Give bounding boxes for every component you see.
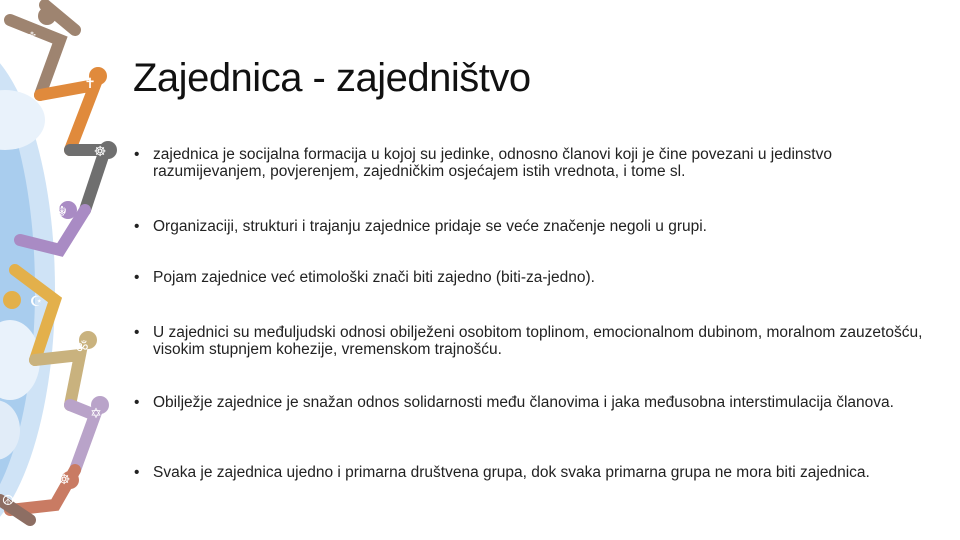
star-of-david-icon: ✡	[90, 406, 102, 422]
bullet-text: Pojam zajednice već etimološki znači biti zajedno (biti-za-jedno).	[153, 269, 595, 286]
bullet-item	[134, 394, 934, 411]
bullet-dot: •	[134, 146, 140, 163]
om-icon: ॐ	[75, 340, 89, 356]
dharma-wheel-icon: ☸	[93, 144, 107, 160]
wheel-icon: ☸	[57, 472, 71, 488]
bullet-dot: •	[134, 218, 140, 235]
bullet-text: Obilježje zajednice je snažan odnos solidarnosti među članovima i jaka međusobna interstimulacija članova.	[153, 394, 894, 411]
bullet-text: U zajednici su međuljudski odnosi obilježeni osobitom toplinom, emocionalnom dubinom, moralnom zauzetošću, visokim stupnjem kohezije, vremenskom trajnošću.	[153, 324, 923, 358]
bullet-item	[134, 269, 934, 286]
slide-title: Zajednica - zajedništvo	[133, 56, 531, 100]
peace-icon: ☮	[1, 493, 15, 509]
bullet-item	[134, 218, 934, 235]
khanda-icon: ☬	[57, 204, 67, 220]
bullet-dot: •	[134, 269, 140, 286]
bullet-item	[134, 464, 934, 481]
bullet-dot: •	[134, 324, 140, 341]
bullet-text: zajednica je socijalna formacija u kojoj su jedinke, odnosno članovi koji je čine povezani u jedinstvo razumijevanjem, povjerenjem, zajedničkim osjećajem istih vrednota, i tome sl.	[153, 146, 832, 180]
bullet-text: Organizaciji, strukturi i trajanju zajednice pridaje se veće značenje negoli u grupi.	[153, 218, 707, 235]
cross-icon: ✝	[84, 76, 96, 92]
bullet-item	[134, 324, 934, 358]
bullet-item	[134, 146, 934, 180]
bullet-dot: •	[134, 394, 140, 411]
crescent-icon: ☪	[29, 294, 43, 310]
orthodox-cross-icon: ☦	[27, 30, 37, 46]
globe-people-illustration	[0, 0, 130, 540]
bullet-dot: •	[134, 464, 140, 481]
bullet-text: Svaka je zajednica ujedno i primarna društvena grupa, dok svaka primarna grupa ne mora biti zajednica.	[153, 464, 870, 481]
